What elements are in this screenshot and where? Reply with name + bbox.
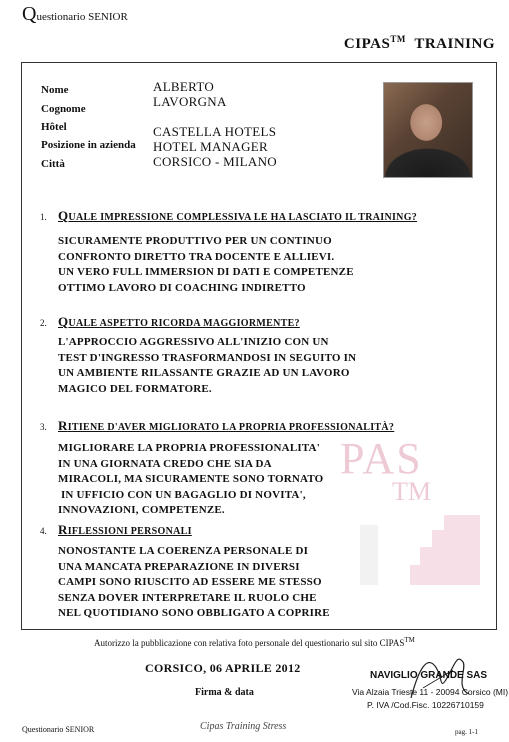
answer-1-line: SICURAMENTE PRODUTTIVO PER UN CONTINUO — [58, 235, 332, 247]
header-rest: uestionario SENIOR — [36, 11, 128, 23]
answer-2-line: MAGICO DEL FORMATORE. — [58, 382, 212, 395]
question-1-rest: UALE IMPRESSIONE COMPLESSIVA LE HA LASCIATO IL TRAINING? — [68, 212, 418, 223]
answer-3-line: IN UFFICIO CON UN BAGAGLIO DI NOVITA', — [58, 488, 306, 501]
question-3-number: 3. — [40, 422, 47, 432]
authorization-note — [94, 636, 415, 648]
answer-4 — [58, 544, 408, 622]
answer-4-line: CAMPI SONO RIUSCITO AD ESSERE ME STESSO — [58, 576, 322, 588]
question-1-number: 1. — [40, 212, 47, 222]
profile-photo — [383, 82, 473, 178]
page-number: pag. 1-1 — [455, 728, 478, 736]
label-posizione: Posizione in azienda — [41, 139, 136, 151]
question-4-initial: R — [58, 522, 68, 537]
answer-2-line: UN AMBIENTE RILASSANTE GRAZIE AD UN LAVORO — [58, 367, 350, 379]
place-date: CORSICO, 06 APRILE 2012 — [145, 661, 301, 675]
firma-label: Firma & data — [195, 687, 254, 698]
answer-2-line: TEST D'INGRESSO TRASFORMANDOSI IN SEGUITO IN — [58, 351, 357, 364]
brand-suffix: TRAINING — [414, 36, 495, 52]
watermark-tm: TM — [392, 477, 431, 506]
answer-4-line: NONOSTANTE LA COERENZA PERSONALE DI — [58, 545, 309, 557]
question-2-title — [58, 314, 300, 330]
question-2-initial: Q — [58, 314, 69, 329]
question-3-initial: R — [58, 418, 68, 433]
answer-3-line: INNOVAZIONI, COMPETENZE. — [58, 504, 225, 516]
answer-1-line: CONFRONTO DIRETTO TRA DOCENTE E ALLIEVI. — [58, 250, 335, 263]
answer-2-line: L'APPROCCIO AGGRESSIVO ALL'INIZIO CON UN — [58, 336, 329, 348]
question-3-title — [58, 418, 394, 434]
question-4-title — [58, 522, 192, 538]
question-3-rest: ITIENE D'AVER MIGLIORATO LA PROPRIA PROFESSIONALITÀ? — [67, 422, 395, 433]
question-1-initial: Q — [58, 208, 69, 223]
value-citta: CORSICO - MILANO — [153, 154, 277, 169]
answer-1 — [58, 234, 408, 296]
answer-3-line: MIGLIORARE LA PROPRIA PROFESSIONALITA' — [58, 442, 320, 454]
answer-4-line: SENZA DOVER INTERPRETARE IL RUOLO CHE — [58, 591, 317, 604]
answer-4-line: NEL QUOTIDIANO SONO OBBLIGATO A COPRIRE — [58, 607, 330, 619]
brand-tm: TM — [390, 34, 406, 44]
question-2-rest: UALE ASPETTO RICORDA MAGGIORMENTE? — [68, 318, 300, 329]
value-nome: ALBERTO — [153, 79, 215, 94]
question-4-rest: IFLESSIONI PERSONALI — [67, 526, 192, 537]
watermark-text: PAS — [340, 434, 423, 483]
authorization-tm: TM — [404, 636, 415, 644]
label-cognome: Cognome — [41, 103, 86, 115]
question-2-number: 2. — [40, 318, 47, 328]
question-1-title — [58, 208, 417, 224]
answer-4-line: UNA MANCATA PREPARAZIONE IN DIVERSI — [58, 560, 300, 573]
value-hotel: CASTELLA HOTELS — [153, 124, 277, 139]
value-cognome: LAVORGNA — [153, 94, 227, 109]
answer-1-line: UN VERO FULL IMMERSION DI DATI E COMPETENZE — [58, 266, 354, 278]
value-posizione: HOTEL MANAGER — [153, 139, 268, 154]
answer-3-line: MIRACOLI, MA SICURAMENTE SONO TORNATO — [58, 473, 324, 485]
brand-title — [344, 34, 495, 53]
answer-3 — [58, 441, 408, 519]
company-address: Via Alzaia Trieste 11 - 20094 Corsico (MI) — [352, 687, 509, 697]
label-citta: Città — [41, 158, 65, 170]
authorization-text: Autorizzo la pubblicazione con relativa foto personale del questionario sul sito CIPAS — [94, 638, 405, 648]
label-hotel: Hôtel — [41, 121, 67, 133]
answer-1-line: OTTIMO LAVORO DI COACHING INDIRETTO — [58, 281, 306, 294]
header-questionario — [22, 4, 128, 24]
label-nome: Nome — [41, 84, 69, 96]
header-initial: Q — [22, 3, 37, 25]
answer-3-line: IN UNA GIORNATA CREDO CHE SIA DA — [58, 457, 272, 470]
company-piva: P. IVA /Cod.Fisc. 10226710159 — [367, 700, 484, 710]
footer-questionario: Questionario SENIOR — [22, 725, 95, 734]
footer-center: Cipas Training Stress — [200, 721, 287, 732]
brand-name: CIPAS — [343, 36, 391, 52]
company-name: NAVIGLIO GRANDE SAS — [370, 670, 488, 681]
answer-2 — [58, 335, 408, 397]
question-4-number: 4. — [40, 526, 47, 536]
